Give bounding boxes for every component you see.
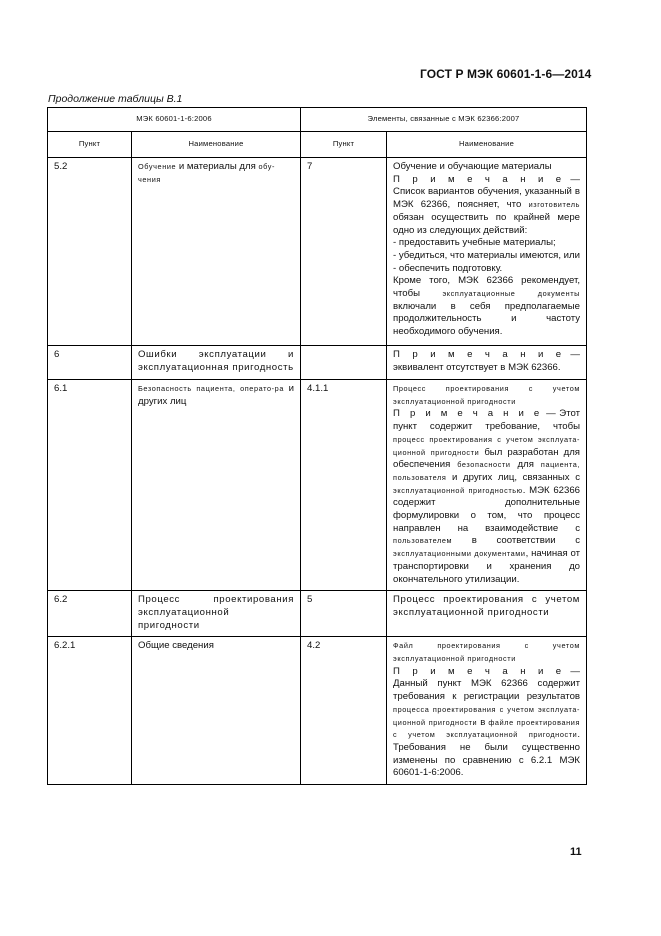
page-number: 11 (570, 846, 582, 858)
table-column-header-row (48, 132, 587, 158)
row-name: Безопасность пациента, операто-ра и других лиц (132, 380, 301, 591)
row-item: 6.2.1 (48, 637, 132, 785)
row-item: 6.2 (48, 591, 132, 637)
row-description: Обучение и обучающие материалы П р и м е ч а н и е — Список вариантов обучения, указанный в МЭК 62366, поясняет, что изготовитель обязан осуществить по крайней мере одно из следующих действий: - предоставить учебные материалы; - убедиться, что материалы имеются, или - обеспечить подготовку. Кроме того, МЭК 62366 рекомендует, чтобы эксплуатационные документы включали в себя предполагаемые продолжительность и частоту необходимого обучения. (387, 158, 587, 346)
row-description: П р и м е ч а н и е — эквивалент отсутствует в МЭК 62366. (387, 346, 587, 380)
document-header: ГОСТ Р МЭК 60601-1-6—2014 (420, 67, 592, 81)
col-header-item-right: Пункт (301, 132, 387, 158)
group-header-right: Элементы, связанные с МЭК 62366:2007 (301, 108, 587, 132)
row-description: Процесс проектирования с учетом эксплуатационной пригодности (387, 591, 587, 637)
row-name: Обучение и материалы для обу-чения (132, 158, 301, 346)
table-group-header-row (48, 108, 587, 132)
row-description: Файл проектирования с учетом эксплуатационной пригодности П р и м е ч а н и е — Данный пункт МЭК 62366 содержит требования к регистрации результатов процесса проектирования с учетом эксплуата-ционной пригодности в файле проектирования с учетом эксплуатационной пригодности. Требования не были существенно изменены по сравнению с 6.2.1 МЭК 60601-1-6:2006. (387, 637, 587, 785)
table-row (48, 346, 587, 380)
table-row (48, 158, 587, 346)
table-row (48, 637, 587, 785)
correspondence-table (47, 107, 587, 785)
row-name: Общие сведения (132, 637, 301, 785)
row-ref (301, 346, 387, 380)
row-description: Процесс проектирования с учетом эксплуатационной пригодности П р и м е ч а н и е — Этот пункт содержит требование, чтобы процесс проектирования с учетом эксплуата-ционной пригодности был разработан для обеспечения безопасности для пациента, пользователя и других лиц, связанных с эксплуатационной пригодностью. МЭК 62366 содержит дополнительные формулировки о том, что процесс направлен на взаимодействие с пользователем в соответствии с эксплуатационными документами, начиная от транспортировки и хранения до окончательного утилизации. (387, 380, 587, 591)
row-ref: 4.1.1 (301, 380, 387, 591)
row-item: 6 (48, 346, 132, 380)
col-header-name-right: Наименование (387, 132, 587, 158)
col-header-name-left: Наименование (132, 132, 301, 158)
group-header-left: МЭК 60601-1-6:2006 (48, 108, 301, 132)
row-item: 5.2 (48, 158, 132, 346)
row-name: Ошибки эксплуатации и эксплуатационная пригодность (132, 346, 301, 380)
row-ref: 4.2 (301, 637, 387, 785)
row-ref: 7 (301, 158, 387, 346)
row-name: Процесс проектирования эксплуатационной пригодности (132, 591, 301, 637)
table-row (48, 380, 587, 591)
table-caption: Продолжение таблицы В.1 (48, 93, 183, 105)
row-ref: 5 (301, 591, 387, 637)
col-header-item-left: Пункт (48, 132, 132, 158)
table-row (48, 591, 587, 637)
row-item: 6.1 (48, 380, 132, 591)
